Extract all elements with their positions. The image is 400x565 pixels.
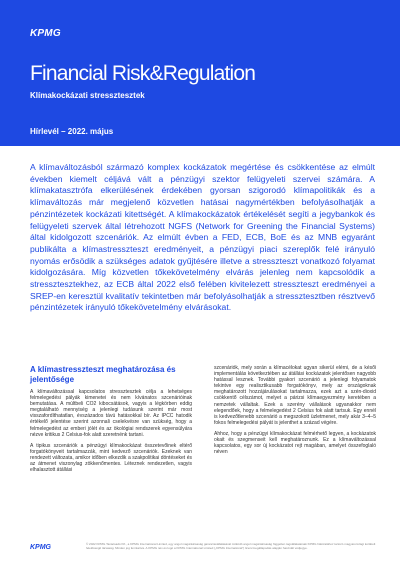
- footer-kpmg-logo: KPMG: [30, 544, 51, 551]
- left-column: [30, 365, 192, 478]
- left-paragraph-1: A klímaváltozással kapcsolatos stressztesztek célja a lehetséges felmelegedési pályák kimenetei és nem kívánatos szcenárióinak bemutatása. A múltbeli CO2 kibocsátások, vagyis a légkörben eddig megtalálható mennyiség a jelenlegi tudásunk szerint már most visszafordíthatatlan, évszázados távú hatásokkal bír. Az IPCC hatodik értékelő jelentése szerint azonnali cselekvésre van szükség, hogy a felmelegedést az emberi jólét és az ökológiai rendszerek egyensúlyára nézve kritikus 2 Celsius-fok alatt szeretnénk tartani.: [30, 389, 192, 438]
- hero-banner: [0, 0, 400, 146]
- page-title: Financial Risk&Regulation: [30, 62, 256, 85]
- intro-paragraph: A klímaváltozásból származó komplex kockázatok megértése és csökkentése az elmúlt években kiemelt céljává vált a pénzügyi szektor felügyeleti szervei számára. A klímakatasztrófa elkerülésének érdekében gyorsan szigorodó klímapolitikák és a klímaváltozás már megjelenő közvetlen hatásai nagymértékben befolyásolhatják a pénzintézetek kockázati kitettségét. A klímakockázatok értékelését segíti a jegybankok és felügyeleti szervek által létrehozott NGFS (Network for Greening the Financial Systems) által kidolgozott szcenáriók. Az elmúlt évben a FED, ECB, BoE és az MNB egyaránt publikálta a klímastresszteszt eredményeit, a pénzügyi piaci szereplők felé irányuló nyomás erősödik a szükséges adatok gyűjtésére illetve a stresszteszt vonatkozó folyamat kidolgozására. Míg közvetlen tőkekövetelmény elvárás jelenleg nem kapcsolódik a stressztesztekhez, az ECB által 2022 első felében kivitelezett stresszteszt eredményei a SREP-en keresztül kvalitatív tekintetben már befolyásolhatják a stressztesztben résztvevő pénzintézetek irányuló tőkekövetelmény elvárásokat.: [30, 162, 375, 313]
- page-subtitle: Klímakockázati stressztesztek: [30, 91, 145, 100]
- right-paragraph-1: szcenáriók, mely során a klímacélokat ugyan sikerül elérni, de a késői implementálás következtében az átállási kockázatok jelentősen nagyobb hatással lesznek. További gyakori szcenárió a jelenlegi folyamatok tekintve egy realisztikusabb forgatókönyv, mely az országoknak meghatározott hozzájárulásokat tartalmazza, ezek azt a szén-dioxid csökkentő célszámot, melyet a párizsi klímaegyezmény keretében a nemzetek vállaltak. Ezek a szerény vállalások ugyanakkor nem elegendőek, hogy a felmelegedést 2 Celsius fok alatt tartsuk. Egy ennél is kedvezőtlenebb szcenárió a megszokott üzletmenet, mely akár 3–4–5 fokos felmelegedési pályát is jelenthet a század végére.: [214, 365, 376, 426]
- section-heading: A klímastresszteszt meghatározása és jelentősége: [30, 365, 176, 384]
- right-paragraph-2: Ahhoz, hogy a pénzügyi klímakockázat felmérhető legyen, a kockázatok okait és szegmenseit kell meghatároznunk. Ez a klímaváltozással kapcsolatos, egy sor új kockázatot rejt magában, amelyet összefoglaló néven: [214, 430, 376, 456]
- footer-legal-text: © 2022 KPMG Tanácsadó Kft., a KPMG International Limited, egy angol magántársaság garanciavállalásával működő angol magántársaság független tagvállalatainak KPMG hálózatához tartozó magyarországi korlátolt felelősségű társaság. Minden jog fenntartva. A KPMG név és logó a KPMG International Limited („KPMG International”) licencmegállapodás alapján használt védjegye.: [86, 542, 376, 551]
- right-column: [214, 365, 376, 460]
- kpmg-logo: KPMG: [30, 28, 61, 39]
- two-column-body: [30, 365, 375, 543]
- left-paragraph-2: A tipikus szcenáriók a pénzügyi klímakockázat összetevőinek eltérő forgatókönyveit tartalmazzák, mint kedvező szcenáriók. Ezeknek van rendezett változata, amikor időben elkezdik a szakpolitikai döntéseket és az átmenet viszonylag zökkenőmentes. Léteznek rendezetlen, vagyis elhalasztott átállási: [30, 442, 192, 474]
- newsletter-date: Hírlevél – 2022. május: [30, 127, 114, 136]
- page-footer: [0, 540, 400, 565]
